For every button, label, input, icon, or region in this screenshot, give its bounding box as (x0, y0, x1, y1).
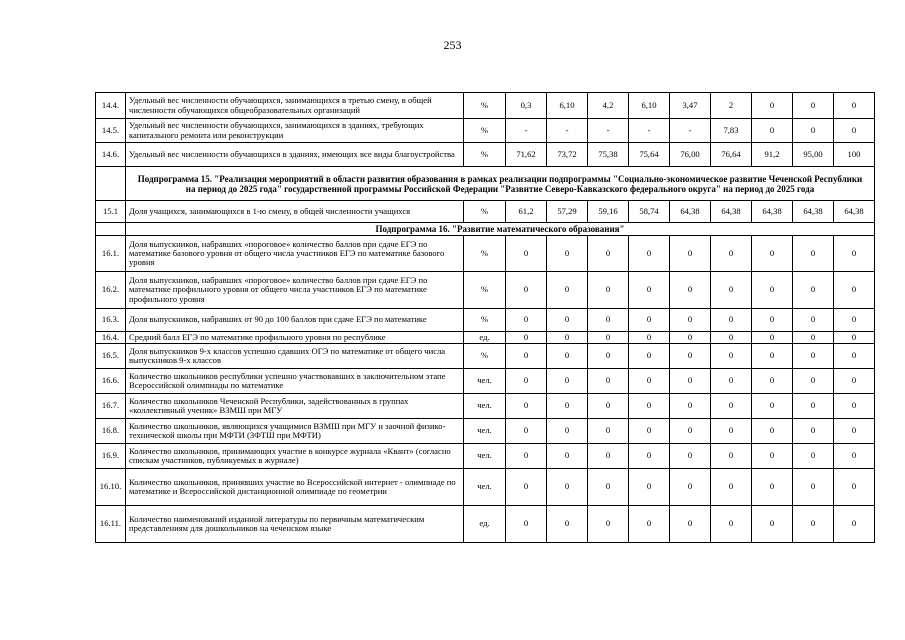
value-cell: 0 (834, 369, 875, 394)
value-cell: 0 (793, 236, 834, 272)
value-cell: 75,64 (629, 143, 670, 167)
value-cell: 0 (506, 272, 547, 309)
indicator-name: Доля выпускников, набравших «пороговое» количество баллов при сдаче ЕГЭ по математике базового уровня от общего числа участников ЕГЭ по математике базового уровня (126, 236, 464, 272)
value-cell: 0 (793, 419, 834, 444)
value-cell: 0 (588, 444, 629, 469)
value-cell: 0 (834, 419, 875, 444)
value-cell: 0 (752, 272, 793, 309)
value-cell: 0 (752, 419, 793, 444)
value-cell: 0 (547, 444, 588, 469)
value-cell: 64,38 (793, 201, 834, 223)
indicator-name: Количество школьников Чеченской Республики, задействованных в группах «коллективный ученик» ВЗМШ при МГУ (126, 394, 464, 419)
subprogram-title: Подпрограмма 15. "Реализация мероприятий в области развития образования в рамках реализации подпрограммы "Социально-экономическое развитие Чеченской Республики на период до 2025 года" государственной программы Российской Федерации "Развитие Северо-Кавказского федерального округа" на период до 2025 года (126, 167, 875, 201)
value-cell: 0 (711, 332, 752, 344)
value-cell: 95,00 (793, 143, 834, 167)
page-number: 253 (443, 38, 462, 52)
value-cell: 0 (506, 394, 547, 419)
value-cell: 64,38 (834, 201, 875, 223)
value-cell: 0 (670, 309, 711, 332)
value-cell: 0 (834, 93, 875, 119)
value-cell: 0 (670, 419, 711, 444)
row-number: 16.11. (96, 506, 126, 543)
value-cell: 0 (547, 236, 588, 272)
value-cell: 0 (752, 93, 793, 119)
value-cell: 0 (547, 272, 588, 309)
value-cell: 0 (711, 419, 752, 444)
table-row (96, 344, 875, 369)
value-cell: - (629, 119, 670, 143)
value-cell: 0 (793, 394, 834, 419)
indicators-table (95, 92, 875, 543)
unit-cell: % (464, 119, 506, 143)
value-cell: 0 (834, 119, 875, 143)
value-cell: 0 (711, 469, 752, 506)
row-number: 16.7. (96, 394, 126, 419)
value-cell: 0 (506, 506, 547, 543)
value-cell: 59,16 (588, 201, 629, 223)
value-cell: 0 (629, 444, 670, 469)
value-cell: 71,62 (506, 143, 547, 167)
value-cell: 4,2 (588, 93, 629, 119)
value-cell: 0 (834, 444, 875, 469)
value-cell: 0 (506, 469, 547, 506)
value-cell: - (670, 119, 711, 143)
value-cell: 0 (711, 369, 752, 394)
value-cell: 0 (711, 444, 752, 469)
row-number: 16.10. (96, 469, 126, 506)
table-row (96, 119, 875, 143)
indicator-name: Доля учащихся, занимающихся в 1-ю смену, в общей численности учащихся (126, 201, 464, 223)
value-cell: 0 (711, 236, 752, 272)
value-cell: 0 (752, 309, 793, 332)
indicator-name: Удельный вес численности обучающихся, занимающихся в третью смену, в общей численности обучающихся общеобразовательных организаций (126, 93, 464, 119)
value-cell: 0 (711, 272, 752, 309)
value-cell: 0 (752, 506, 793, 543)
value-cell: 0 (752, 344, 793, 369)
value-cell: 0 (547, 506, 588, 543)
value-cell: - (506, 119, 547, 143)
table-row (96, 272, 875, 309)
value-cell: 0 (670, 236, 711, 272)
value-cell: 0 (834, 344, 875, 369)
value-cell: 0 (588, 469, 629, 506)
value-cell: 0 (629, 309, 670, 332)
value-cell: 0 (629, 236, 670, 272)
unit-cell: % (464, 309, 506, 332)
unit-cell: чел. (464, 419, 506, 444)
value-cell: 0 (629, 506, 670, 543)
value-cell: 0 (588, 272, 629, 309)
table-row (96, 369, 875, 394)
indicator-name: Доля выпускников, набравших от 90 до 100 баллов при сдаче ЕГЭ по математике (126, 309, 464, 332)
value-cell: 0 (670, 469, 711, 506)
value-cell: 0 (793, 93, 834, 119)
row-number: 14.6. (96, 143, 126, 167)
table-row (96, 506, 875, 543)
value-cell: 0 (547, 332, 588, 344)
value-cell: 0 (793, 469, 834, 506)
value-cell: 6,10 (547, 93, 588, 119)
value-cell: - (588, 119, 629, 143)
value-cell: 0 (834, 394, 875, 419)
value-cell: 76,64 (711, 143, 752, 167)
value-cell: 0 (793, 444, 834, 469)
row-number: 16.9. (96, 444, 126, 469)
table-row (96, 309, 875, 332)
value-cell: 64,38 (752, 201, 793, 223)
value-cell: 0 (670, 394, 711, 419)
indicator-name: Удельный вес численности обучающихся, занимающихся в зданиях, требующих капитального ремонта или реконструкции (126, 119, 464, 143)
value-cell: 0 (670, 332, 711, 344)
value-cell: 0 (752, 469, 793, 506)
value-cell: 0 (670, 369, 711, 394)
value-cell: 100 (834, 143, 875, 167)
indicator-name: Средний балл ЕГЭ по математике профильного уровня по республике (126, 332, 464, 344)
unit-cell: % (464, 93, 506, 119)
value-cell: 6,10 (629, 93, 670, 119)
value-cell: 0 (506, 236, 547, 272)
row-number: 16.2. (96, 272, 126, 309)
value-cell: 91,2 (752, 143, 793, 167)
table-row (96, 143, 875, 167)
row-number: 16.4. (96, 332, 126, 344)
value-cell: 0 (629, 369, 670, 394)
value-cell: 0 (629, 419, 670, 444)
row-number: 16.1. (96, 236, 126, 272)
value-cell: 73,72 (547, 143, 588, 167)
value-cell: 0 (629, 272, 670, 309)
table-row (96, 419, 875, 444)
row-number: 15.1 (96, 201, 126, 223)
value-cell: 0 (588, 236, 629, 272)
value-cell: 0 (752, 332, 793, 344)
value-cell: 0 (588, 506, 629, 543)
unit-cell: чел. (464, 444, 506, 469)
value-cell: 64,38 (711, 201, 752, 223)
value-cell: 0 (793, 119, 834, 143)
subprogram-row (96, 167, 875, 201)
unit-cell: % (464, 201, 506, 223)
value-cell: 0 (834, 469, 875, 506)
table-row (96, 236, 875, 272)
value-cell: 0 (793, 272, 834, 309)
value-cell: 0 (547, 309, 588, 332)
value-cell: 0 (629, 469, 670, 506)
value-cell: 0 (670, 506, 711, 543)
value-cell: 61,2 (506, 201, 547, 223)
value-cell: 0 (506, 369, 547, 394)
value-cell: 76,00 (670, 143, 711, 167)
unit-cell: чел. (464, 394, 506, 419)
value-cell: 0 (752, 236, 793, 272)
unit-cell: ед. (464, 506, 506, 543)
value-cell: 0 (834, 236, 875, 272)
value-cell: 58,74 (629, 201, 670, 223)
value-cell: 75,38 (588, 143, 629, 167)
row-number: 16.8. (96, 419, 126, 444)
unit-cell: % (464, 272, 506, 309)
subprogram-num-cell (96, 167, 126, 201)
table-row (96, 201, 875, 223)
indicator-name: Доля выпускников 9-х классов успешно сдавших ОГЭ по математике от общего числа выпускников 9-х классов (126, 344, 464, 369)
indicator-name: Количество школьников, принимающих участие в конкурсе журнала «Квант» (согласно спискам участников, публикуемых в журнале) (126, 444, 464, 469)
indicator-name: Количество школьников, являющихся учащимися ВЗМШ при МГУ и заочной физико-технической школы при МФТИ (ЗФТШ при МФТИ) (126, 419, 464, 444)
value-cell: 0 (834, 272, 875, 309)
value-cell: 0 (629, 344, 670, 369)
value-cell: 0,3 (506, 93, 547, 119)
indicator-name: Доля выпускников, набравших «пороговое» количество баллов при сдаче ЕГЭ по математике профильного уровня от общего числа участников ЕГЭ по математике профильного уровня (126, 272, 464, 309)
value-cell: 0 (793, 369, 834, 394)
row-number: 16.3. (96, 309, 126, 332)
value-cell: 64,38 (670, 201, 711, 223)
table-row (96, 332, 875, 344)
subprogram-title: Подпрограмма 16. "Развитие математического образования" (126, 223, 875, 236)
value-cell: 0 (629, 394, 670, 419)
value-cell: 0 (588, 309, 629, 332)
value-cell: 0 (670, 272, 711, 309)
value-cell: 0 (506, 309, 547, 332)
unit-cell: % (464, 344, 506, 369)
indicator-name: Удельный вес численности обучающихся в зданиях, имеющих все виды благоустройства (126, 143, 464, 167)
value-cell: 0 (588, 332, 629, 344)
value-cell: 0 (547, 344, 588, 369)
value-cell: 0 (793, 506, 834, 543)
value-cell: 0 (547, 394, 588, 419)
value-cell: 0 (711, 309, 752, 332)
value-cell: 0 (752, 369, 793, 394)
value-cell: 0 (793, 309, 834, 332)
value-cell: 0 (506, 332, 547, 344)
unit-cell: % (464, 236, 506, 272)
unit-cell: ед. (464, 332, 506, 344)
value-cell: 0 (629, 332, 670, 344)
value-cell: 0 (670, 344, 711, 369)
value-cell: 0 (834, 506, 875, 543)
value-cell: 0 (588, 394, 629, 419)
value-cell: 0 (752, 394, 793, 419)
value-cell: 0 (506, 444, 547, 469)
value-cell: 2 (711, 93, 752, 119)
table-row (96, 93, 875, 119)
value-cell: 0 (752, 119, 793, 143)
value-cell: 0 (588, 344, 629, 369)
value-cell: 0 (547, 469, 588, 506)
table-row (96, 394, 875, 419)
unit-cell: чел. (464, 369, 506, 394)
value-cell: 0 (588, 419, 629, 444)
subprogram-row (96, 223, 875, 236)
unit-cell: чел. (464, 469, 506, 506)
value-cell: 0 (588, 369, 629, 394)
row-number: 14.5. (96, 119, 126, 143)
value-cell: 7,83 (711, 119, 752, 143)
unit-cell: % (464, 143, 506, 167)
indicator-name: Количество наименований изданной литературы по первичным математическим представлениям для дошкольников на чеченском языке (126, 506, 464, 543)
row-number: 16.6. (96, 369, 126, 394)
value-cell: 0 (506, 344, 547, 369)
value-cell: 0 (711, 344, 752, 369)
value-cell: 0 (711, 506, 752, 543)
value-cell: 0 (834, 309, 875, 332)
value-cell: 0 (547, 419, 588, 444)
value-cell: 0 (711, 394, 752, 419)
indicator-name: Количество школьников республики успешно участвовавших в заключительном этапе Всероссийской олимпиады по математике (126, 369, 464, 394)
value-cell: 0 (506, 419, 547, 444)
value-cell: 0 (793, 344, 834, 369)
row-number: 16.5. (96, 344, 126, 369)
table-row (96, 469, 875, 506)
value-cell: 0 (547, 369, 588, 394)
value-cell: - (547, 119, 588, 143)
value-cell: 0 (834, 332, 875, 344)
table-row (96, 444, 875, 469)
value-cell: 3,47 (670, 93, 711, 119)
value-cell: 0 (793, 332, 834, 344)
row-number: 14.4. (96, 93, 126, 119)
value-cell: 0 (670, 444, 711, 469)
value-cell: 0 (752, 444, 793, 469)
subprogram-num-cell (96, 223, 126, 236)
indicator-name: Количество школьников, принявших участие во Всероссийской интернет - олимпиаде по математике и Всероссийской дистанционной олимпиаде по геометрии (126, 469, 464, 506)
value-cell: 57,29 (547, 201, 588, 223)
